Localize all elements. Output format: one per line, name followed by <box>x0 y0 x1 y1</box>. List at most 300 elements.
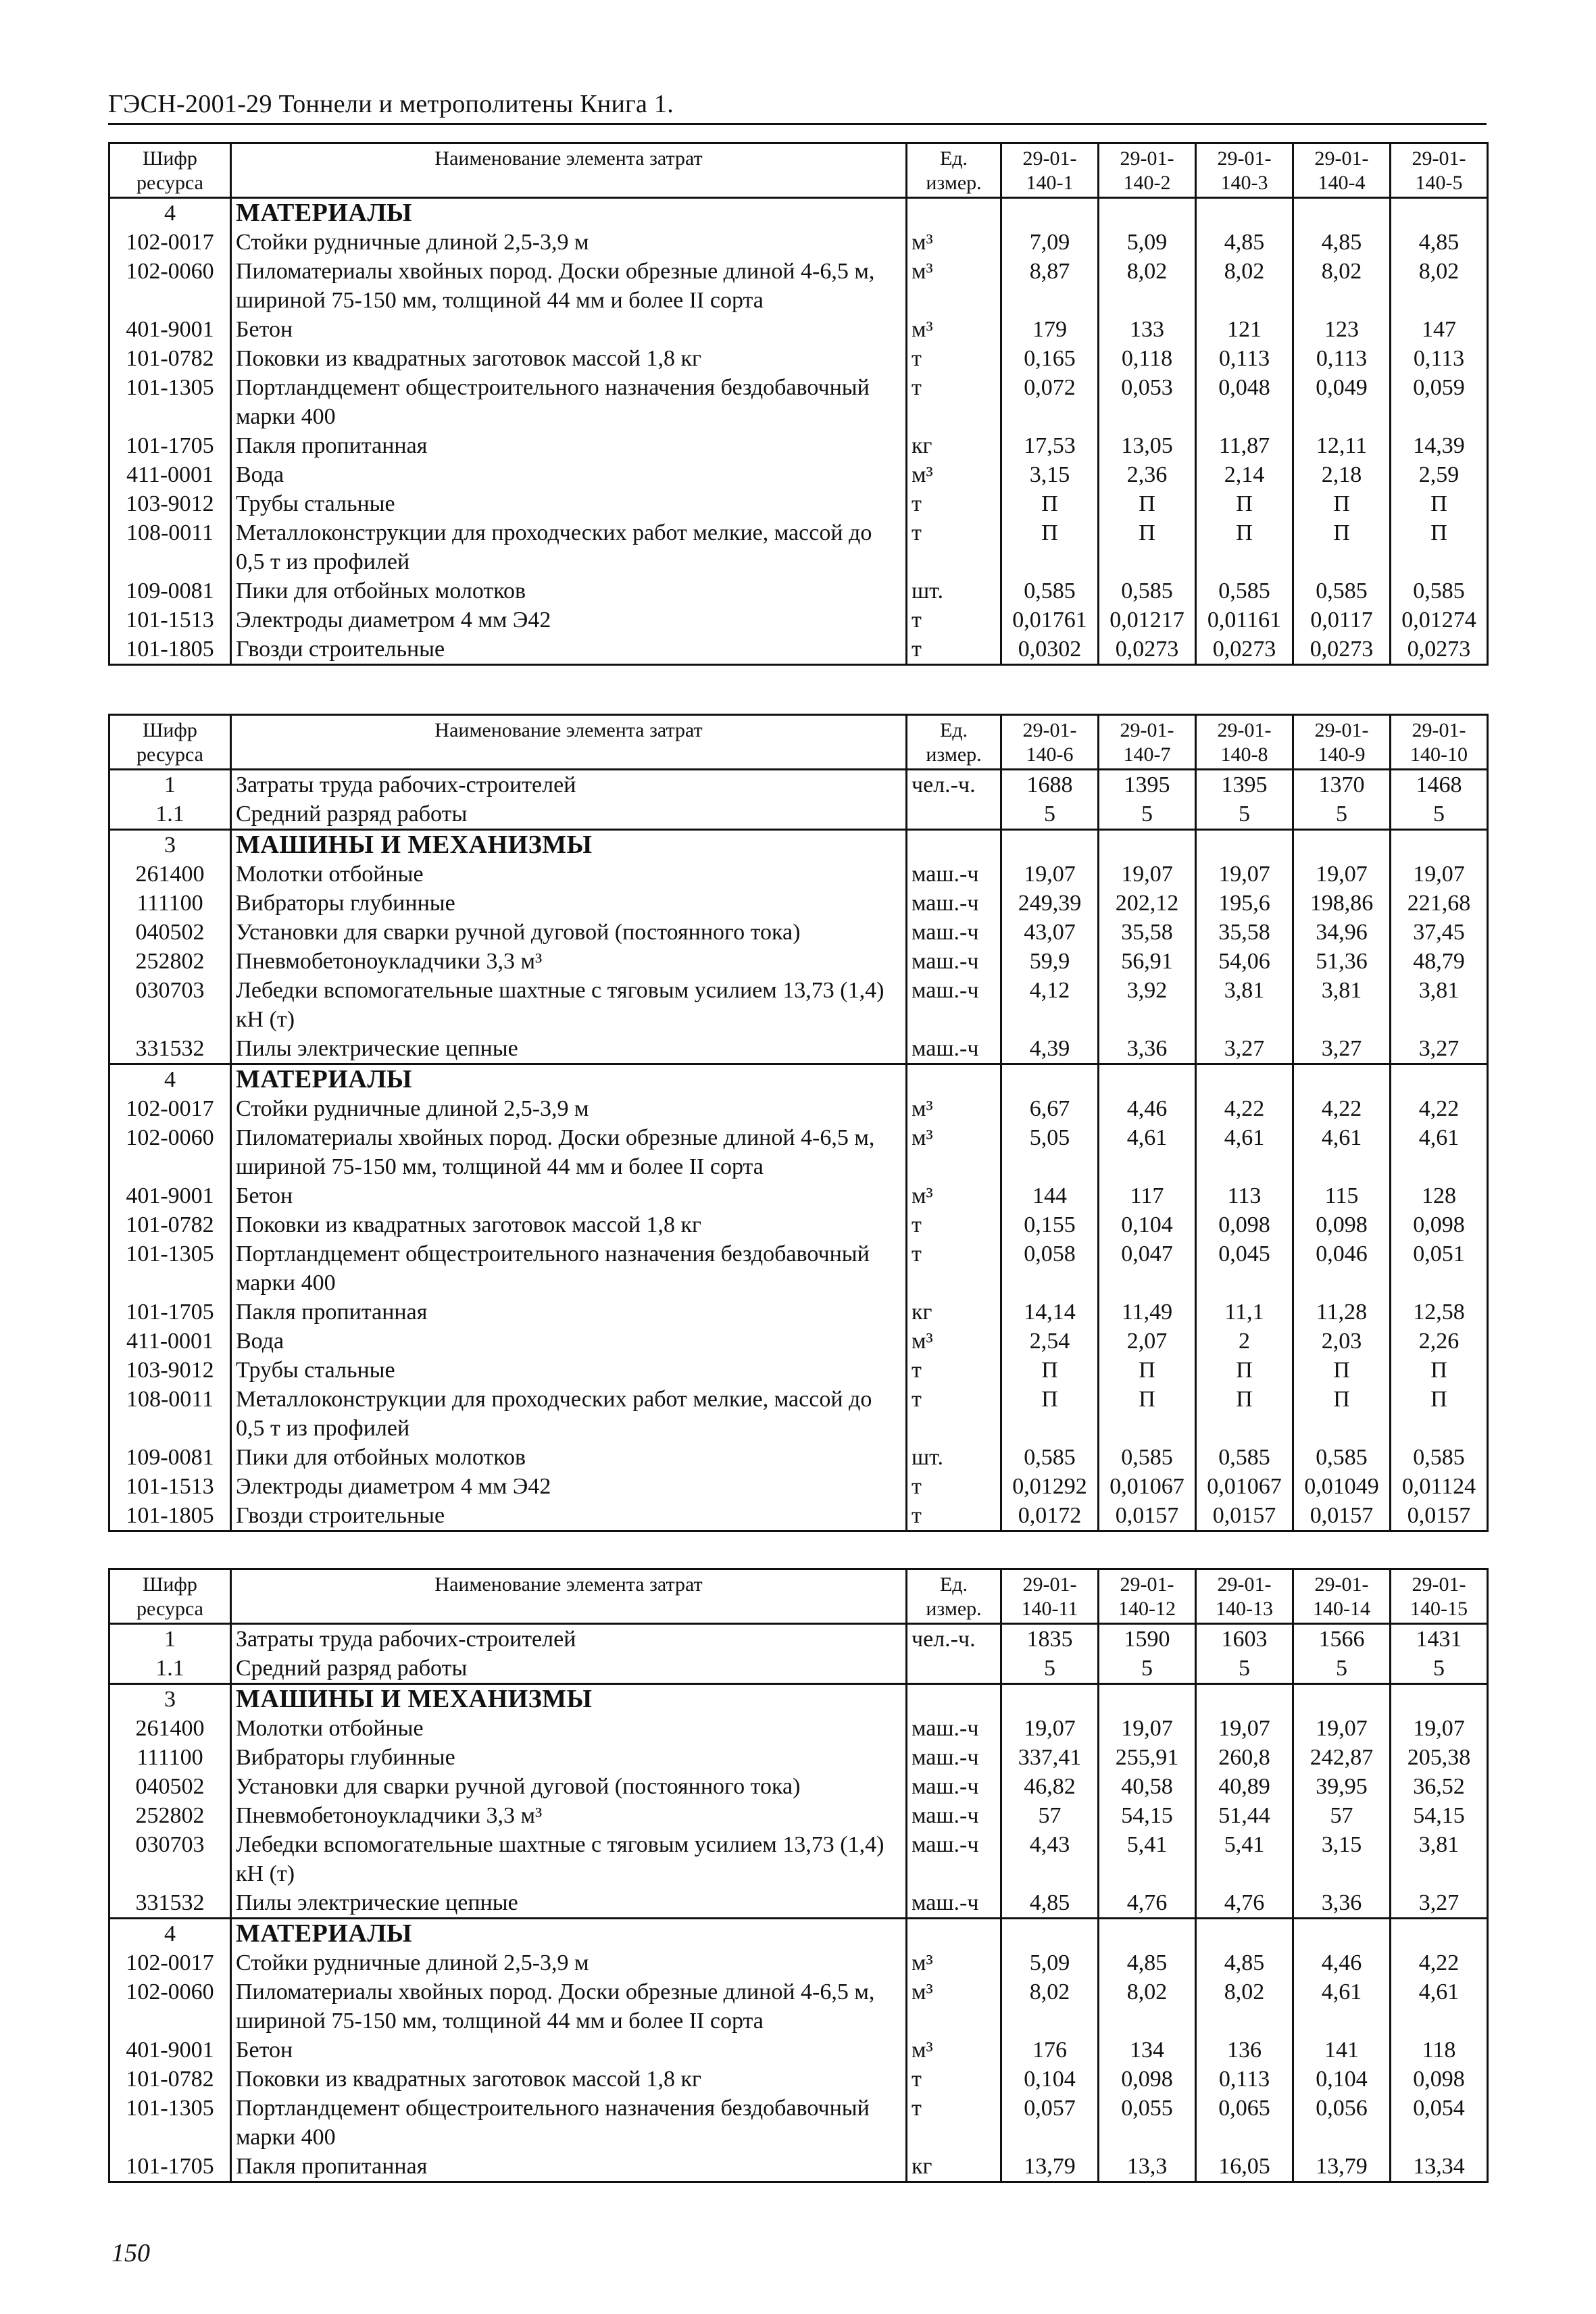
resource-name: Гвозди строительные <box>231 635 907 665</box>
column-header-unit: Ед. измер. <box>907 1569 1001 1624</box>
unit: кг <box>907 1298 1001 1327</box>
value-cell: 0,585 <box>1196 576 1293 606</box>
unit: м³ <box>907 1327 1001 1356</box>
value-cell: 176 <box>1001 2036 1099 2065</box>
empty-cell <box>1196 830 1293 860</box>
header-rule <box>108 123 1487 125</box>
value-cell: 36,52 <box>1391 1772 1488 1801</box>
value-cell: 5 <box>1293 799 1391 830</box>
value-cell: 5 <box>1001 799 1099 830</box>
unit: маш.-ч <box>907 918 1001 947</box>
value-cell: 0,098 <box>1293 1210 1391 1239</box>
section-row <box>109 198 1488 228</box>
table-row <box>109 2036 1488 2065</box>
table-row <box>109 1385 1488 1443</box>
page-number: 150 <box>111 2239 150 2267</box>
column-header-norm: 29-01-140-4 <box>1293 143 1391 198</box>
value-cell: П <box>1391 1356 1488 1385</box>
resource-code: 103-9012 <box>109 489 231 518</box>
section-row <box>109 830 1488 860</box>
value-cell: 0,113 <box>1196 2065 1293 2094</box>
value-cell: 7,09 <box>1001 228 1099 257</box>
resource-name: Портландцемент общестроительного назначения бездобавочный марки 400 <box>231 1239 907 1298</box>
column-header-norm: 29-01-140-3 <box>1196 143 1293 198</box>
value-cell: 2,03 <box>1293 1327 1391 1356</box>
value-cell: 43,07 <box>1001 918 1099 947</box>
unit: м³ <box>907 2036 1001 2065</box>
resource-name: Пилы электрические цепные <box>231 1034 907 1064</box>
value-cell: 19,07 <box>1001 1714 1099 1743</box>
value-cell: 3,27 <box>1391 1888 1488 1919</box>
table-row <box>109 1743 1488 1772</box>
value-cell: 0,585 <box>1099 1443 1196 1472</box>
empty-cell <box>1099 830 1196 860</box>
value-cell: 48,79 <box>1391 947 1488 976</box>
value-cell: 134 <box>1099 2036 1196 2065</box>
resource-code: 101-1513 <box>109 1472 231 1501</box>
resource-code: 1 <box>109 770 231 800</box>
value-cell: 5 <box>1001 1654 1099 1684</box>
unit: маш.-ч <box>907 1714 1001 1743</box>
value-cell: 1370 <box>1293 770 1391 800</box>
value-cell: 1468 <box>1391 770 1488 800</box>
resource-name: Пневмобетоноукладчики 3,3 м³ <box>231 1801 907 1830</box>
resource-code: 111100 <box>109 889 231 918</box>
value-cell: 0,155 <box>1001 1210 1099 1239</box>
column-header-name: Наименование элемента затрат <box>231 1569 907 1624</box>
value-cell: 59,9 <box>1001 947 1099 976</box>
resource-code: 101-1305 <box>109 1239 231 1298</box>
value-cell: 123 <box>1293 315 1391 344</box>
empty-cell <box>1293 830 1391 860</box>
section-code: 3 <box>109 1684 231 1715</box>
resource-code: 101-1513 <box>109 606 231 635</box>
value-cell: 0,054 <box>1391 2094 1488 2152</box>
table-row <box>109 918 1488 947</box>
value-cell: 0,01124 <box>1391 1472 1488 1501</box>
table-row <box>109 1977 1488 2036</box>
table-row <box>109 1888 1488 1919</box>
table-row <box>109 2094 1488 2152</box>
resource-code: 040502 <box>109 1772 231 1801</box>
resource-name: Бетон <box>231 1181 907 1210</box>
value-cell: 113 <box>1196 1181 1293 1210</box>
value-cell: 2 <box>1196 1327 1293 1356</box>
value-cell: 5 <box>1391 799 1488 830</box>
value-cell: 0,0273 <box>1391 635 1488 665</box>
unit: м³ <box>907 1977 1001 2036</box>
value-cell: 4,61 <box>1391 1977 1488 2036</box>
empty-cell <box>1293 1919 1391 1949</box>
resource-table-1 <box>108 142 1489 666</box>
value-cell: П <box>1293 489 1391 518</box>
unit: кг <box>907 2152 1001 2182</box>
value-cell: 4,85 <box>1391 228 1488 257</box>
resource-code: 101-1305 <box>109 373 231 431</box>
column-header-norm: 29-01-140-9 <box>1293 715 1391 770</box>
resource-name: Трубы стальные <box>231 489 907 518</box>
resource-name: Вода <box>231 460 907 489</box>
unit: т <box>907 606 1001 635</box>
resource-code: 252802 <box>109 947 231 976</box>
empty-cell <box>1196 1064 1293 1095</box>
empty-cell <box>907 1919 1001 1949</box>
value-cell: 0,585 <box>1293 1443 1391 1472</box>
value-cell: 0,098 <box>1196 1210 1293 1239</box>
resource-name: Пакля пропитанная <box>231 2152 907 2182</box>
value-cell: 13,79 <box>1293 2152 1391 2182</box>
value-cell: 0,113 <box>1391 344 1488 373</box>
column-header-norm: 29-01-140-6 <box>1001 715 1099 770</box>
value-cell: 57 <box>1001 1801 1099 1830</box>
value-cell: 8,02 <box>1293 257 1391 315</box>
resource-name: Лебедки вспомогательные шахтные с тяговым усилием 13,73 (1,4) кН (т) <box>231 1830 907 1888</box>
value-cell: 19,07 <box>1196 1714 1293 1743</box>
value-cell: 5,41 <box>1099 1830 1196 1888</box>
value-cell: П <box>1293 518 1391 576</box>
value-cell: П <box>1001 489 1099 518</box>
resource-code: 040502 <box>109 918 231 947</box>
resource-table-3 <box>108 1568 1489 2183</box>
value-cell: 337,41 <box>1001 1743 1099 1772</box>
table-row <box>109 489 1488 518</box>
value-cell: 51,44 <box>1196 1801 1293 1830</box>
resource-code: 401-9001 <box>109 1181 231 1210</box>
resource-code: 108-0011 <box>109 518 231 576</box>
value-cell: 8,02 <box>1099 257 1196 315</box>
value-cell: П <box>1099 1385 1196 1443</box>
value-cell: 2,26 <box>1391 1327 1488 1356</box>
value-cell: 37,45 <box>1391 918 1488 947</box>
column-header-unit: Ед. измер. <box>907 715 1001 770</box>
value-cell: 0,049 <box>1293 373 1391 431</box>
value-cell: П <box>1293 1356 1391 1385</box>
value-cell: 0,01067 <box>1196 1472 1293 1501</box>
resource-code: 411-0001 <box>109 460 231 489</box>
column-header-norm: 29-01-140-11 <box>1001 1569 1099 1624</box>
resource-name: Поковки из квадратных заготовок массой 1,8 кг <box>231 1210 907 1239</box>
empty-cell <box>1293 1684 1391 1715</box>
resource-code: 401-9001 <box>109 2036 231 2065</box>
empty-cell <box>1196 1684 1293 1715</box>
resource-name: Бетон <box>231 315 907 344</box>
value-cell: 3,81 <box>1196 976 1293 1034</box>
empty-cell <box>1391 1684 1488 1715</box>
value-cell: 4,39 <box>1001 1034 1099 1064</box>
value-cell: 4,22 <box>1293 1094 1391 1123</box>
section-code: 4 <box>109 198 231 228</box>
resource-code: 101-1805 <box>109 635 231 665</box>
value-cell: 1835 <box>1001 1624 1099 1654</box>
value-cell: 0,059 <box>1391 373 1488 431</box>
resource-name: Затраты труда рабочих-строителей <box>231 770 907 800</box>
column-header-unit: Ед. измер. <box>907 143 1001 198</box>
unit: т <box>907 2094 1001 2152</box>
value-cell: 40,58 <box>1099 1772 1196 1801</box>
value-cell: 0,0157 <box>1099 1501 1196 1531</box>
value-cell: 8,87 <box>1001 257 1099 315</box>
value-cell: 8,02 <box>1391 257 1488 315</box>
value-cell: 0,585 <box>1001 1443 1099 1472</box>
value-cell: 35,58 <box>1196 918 1293 947</box>
value-cell: 3,27 <box>1293 1034 1391 1064</box>
unit <box>907 799 1001 830</box>
resource-name: Средний разряд работы <box>231 1654 907 1684</box>
value-cell: 8,02 <box>1196 257 1293 315</box>
table-row <box>109 1443 1488 1472</box>
value-cell: 3,27 <box>1391 1034 1488 1064</box>
value-cell: 54,06 <box>1196 947 1293 976</box>
value-cell: 0,01161 <box>1196 606 1293 635</box>
value-cell: 19,07 <box>1099 860 1196 889</box>
value-cell: 13,05 <box>1099 431 1196 460</box>
unit: м³ <box>907 1948 1001 1977</box>
value-cell: 11,1 <box>1196 1298 1293 1327</box>
value-cell: 0,045 <box>1196 1239 1293 1298</box>
value-cell: 0,104 <box>1099 1210 1196 1239</box>
section-row <box>109 1064 1488 1095</box>
value-cell: 2,18 <box>1293 460 1391 489</box>
unit: т <box>907 2065 1001 2094</box>
resource-code: 331532 <box>109 1888 231 1919</box>
column-header-norm: 29-01-140-13 <box>1196 1569 1293 1624</box>
value-cell: 4,61 <box>1293 1977 1391 2036</box>
column-header-norm: 29-01-140-5 <box>1391 143 1488 198</box>
unit: шт. <box>907 576 1001 606</box>
empty-cell <box>1001 830 1099 860</box>
value-cell: 40,89 <box>1196 1772 1293 1801</box>
value-cell: 5 <box>1391 1654 1488 1684</box>
resource-code: 109-0081 <box>109 576 231 606</box>
column-header-norm: 29-01-140-1 <box>1001 143 1099 198</box>
value-cell: 0,065 <box>1196 2094 1293 2152</box>
resource-code: 401-9001 <box>109 315 231 344</box>
value-cell: 0,104 <box>1293 2065 1391 2094</box>
resource-name: Установки для сварки ручной дуговой (постоянного тока) <box>231 1772 907 1801</box>
value-cell: 4,61 <box>1099 1123 1196 1181</box>
value-cell: 144 <box>1001 1181 1099 1210</box>
table-row <box>109 344 1488 373</box>
resource-name: Пиломатериалы хвойных пород. Доски обрезные длиной 4-6,5 м, шириной 75-150 мм, толщиной 44 мм и более II сорта <box>231 257 907 315</box>
resource-code: 1.1 <box>109 1654 231 1684</box>
table-row <box>109 606 1488 635</box>
table-row <box>109 431 1488 460</box>
value-cell: 4,22 <box>1391 1948 1488 1977</box>
value-cell: П <box>1099 1356 1196 1385</box>
table-row <box>109 576 1488 606</box>
empty-cell <box>1099 1919 1196 1949</box>
value-cell: 2,14 <box>1196 460 1293 489</box>
value-cell: П <box>1001 1385 1099 1443</box>
table-row <box>109 2065 1488 2094</box>
value-cell: 3,15 <box>1001 460 1099 489</box>
section-code: 3 <box>109 830 231 860</box>
value-cell: 202,12 <box>1099 889 1196 918</box>
table-row <box>109 1094 1488 1123</box>
value-cell: 0,0273 <box>1099 635 1196 665</box>
value-cell: 4,85 <box>1099 1948 1196 1977</box>
value-cell: 0,585 <box>1001 576 1099 606</box>
value-cell: 0,113 <box>1196 344 1293 373</box>
unit: т <box>907 1356 1001 1385</box>
table-row <box>109 799 1488 830</box>
empty-cell <box>1196 198 1293 228</box>
table-row <box>109 860 1488 889</box>
running-header: ГЭСН-2001-29 Тоннели и метрополитены Книга 1. <box>108 90 674 118</box>
resource-name: Пилы электрические цепные <box>231 1888 907 1919</box>
value-cell: П <box>1391 1385 1488 1443</box>
resource-code: 101-1805 <box>109 1501 231 1531</box>
resource-name: Металлоконструкции для проходческих работ мелкие, массой до 0,5 т из профилей <box>231 518 907 576</box>
empty-cell <box>1293 1064 1391 1095</box>
value-cell: 51,36 <box>1293 947 1391 976</box>
unit: м³ <box>907 257 1001 315</box>
table-row <box>109 1034 1488 1064</box>
resource-name: Пневмобетоноукладчики 3,3 м³ <box>231 947 907 976</box>
value-cell: 4,76 <box>1099 1888 1196 1919</box>
resource-name: Портландцемент общестроительного назначения бездобавочный марки 400 <box>231 373 907 431</box>
value-cell: П <box>1391 518 1488 576</box>
value-cell: 8,02 <box>1196 1977 1293 2036</box>
value-cell: 8,02 <box>1001 1977 1099 2036</box>
header-row <box>109 143 1488 198</box>
value-cell: 19,07 <box>1391 1714 1488 1743</box>
value-cell: 0,072 <box>1001 373 1099 431</box>
unit: т <box>907 489 1001 518</box>
value-cell: 4,85 <box>1293 228 1391 257</box>
table-row <box>109 1772 1488 1801</box>
value-cell: 0,585 <box>1293 576 1391 606</box>
value-cell: 141 <box>1293 2036 1391 2065</box>
resource-code: 261400 <box>109 1714 231 1743</box>
unit: м³ <box>907 228 1001 257</box>
value-cell: 1395 <box>1099 770 1196 800</box>
unit: т <box>907 1385 1001 1443</box>
empty-cell <box>1099 1064 1196 1095</box>
value-cell: 1395 <box>1196 770 1293 800</box>
value-cell: 46,82 <box>1001 1772 1099 1801</box>
table-row <box>109 889 1488 918</box>
resource-code: 101-0782 <box>109 2065 231 2094</box>
value-cell: 0,056 <box>1293 2094 1391 2152</box>
value-cell: 4,61 <box>1196 1123 1293 1181</box>
unit: маш.-ч <box>907 1801 1001 1830</box>
header-row <box>109 715 1488 770</box>
section-title: МАТЕРИАЛЫ <box>231 1064 907 1095</box>
table-row <box>109 518 1488 576</box>
value-cell: П <box>1001 518 1099 576</box>
unit: маш.-ч <box>907 1888 1001 1919</box>
resource-name: Пики для отбойных молотков <box>231 576 907 606</box>
value-cell: 4,85 <box>1001 1888 1099 1919</box>
value-cell: 19,07 <box>1001 860 1099 889</box>
value-cell: 5 <box>1099 1654 1196 1684</box>
value-cell: 4,85 <box>1196 228 1293 257</box>
resource-name: Вибраторы глубинные <box>231 889 907 918</box>
table-row <box>109 947 1488 976</box>
value-cell: 34,96 <box>1293 918 1391 947</box>
value-cell: 4,22 <box>1391 1094 1488 1123</box>
value-cell: 136 <box>1196 2036 1293 2065</box>
unit <box>907 1654 1001 1684</box>
value-cell: 4,76 <box>1196 1888 1293 1919</box>
column-header-code: Шифр ресурса <box>109 1569 231 1624</box>
resource-name: Средний разряд работы <box>231 799 907 830</box>
value-cell: 2,07 <box>1099 1327 1196 1356</box>
resource-code: 1 <box>109 1624 231 1654</box>
table-row <box>109 1948 1488 1977</box>
value-cell: 0,058 <box>1001 1239 1099 1298</box>
resource-name: Поковки из квадратных заготовок массой 1,8 кг <box>231 344 907 373</box>
resource-code: 103-9012 <box>109 1356 231 1385</box>
value-cell: 35,58 <box>1099 918 1196 947</box>
value-cell: 0,01217 <box>1099 606 1196 635</box>
value-cell: 0,0157 <box>1196 1501 1293 1531</box>
resource-name: Стойки рудничные длиной 2,5-3,9 м <box>231 1094 907 1123</box>
resource-name: Затраты труда рабочих-строителей <box>231 1624 907 1654</box>
value-cell: 6,67 <box>1001 1094 1099 1123</box>
unit: т <box>907 1210 1001 1239</box>
table-row <box>109 460 1488 489</box>
value-cell: П <box>1001 1356 1099 1385</box>
table-row <box>109 1356 1488 1385</box>
resource-name: Трубы стальные <box>231 1356 907 1385</box>
value-cell: 13,79 <box>1001 2152 1099 2182</box>
value-cell: 11,28 <box>1293 1298 1391 1327</box>
table-row <box>109 257 1488 315</box>
resource-code: 331532 <box>109 1034 231 1064</box>
value-cell: 205,38 <box>1391 1743 1488 1772</box>
column-header-norm: 29-01-140-14 <box>1293 1569 1391 1624</box>
resource-code: 102-0060 <box>109 257 231 315</box>
value-cell: 4,61 <box>1391 1123 1488 1181</box>
unit: т <box>907 1501 1001 1531</box>
value-cell: П <box>1391 489 1488 518</box>
section-row <box>109 1919 1488 1949</box>
value-cell: 2,36 <box>1099 460 1196 489</box>
unit: шт. <box>907 1443 1001 1472</box>
value-cell: 115 <box>1293 1181 1391 1210</box>
value-cell: 0,055 <box>1099 2094 1196 2152</box>
column-header-norm: 29-01-140-10 <box>1391 715 1488 770</box>
value-cell: П <box>1099 518 1196 576</box>
value-cell: 260,8 <box>1196 1743 1293 1772</box>
section-title: МАШИНЫ И МЕХАНИЗМЫ <box>231 1684 907 1715</box>
value-cell: 19,07 <box>1196 860 1293 889</box>
value-cell: 3,27 <box>1196 1034 1293 1064</box>
value-cell: 221,68 <box>1391 889 1488 918</box>
value-cell: 3,81 <box>1391 976 1488 1034</box>
table-row <box>109 635 1488 665</box>
table-row <box>109 770 1488 800</box>
unit: м³ <box>907 460 1001 489</box>
resource-code: 102-0060 <box>109 1123 231 1181</box>
value-cell: 121 <box>1196 315 1293 344</box>
value-cell: 249,39 <box>1001 889 1099 918</box>
column-header-norm: 29-01-140-2 <box>1099 143 1196 198</box>
unit: чел.-ч. <box>907 770 1001 800</box>
resource-code: 109-0081 <box>109 1443 231 1472</box>
value-cell: 0,01274 <box>1391 606 1488 635</box>
value-cell: 0,0172 <box>1001 1501 1099 1531</box>
value-cell: 8,02 <box>1099 1977 1196 2036</box>
resource-name: Поковки из квадратных заготовок массой 1,8 кг <box>231 2065 907 2094</box>
resource-name: Пакля пропитанная <box>231 1298 907 1327</box>
resource-name: Молотки отбойные <box>231 860 907 889</box>
value-cell: 5 <box>1293 1654 1391 1684</box>
value-cell: 54,15 <box>1099 1801 1196 1830</box>
section-title: МАТЕРИАЛЫ <box>231 198 907 228</box>
